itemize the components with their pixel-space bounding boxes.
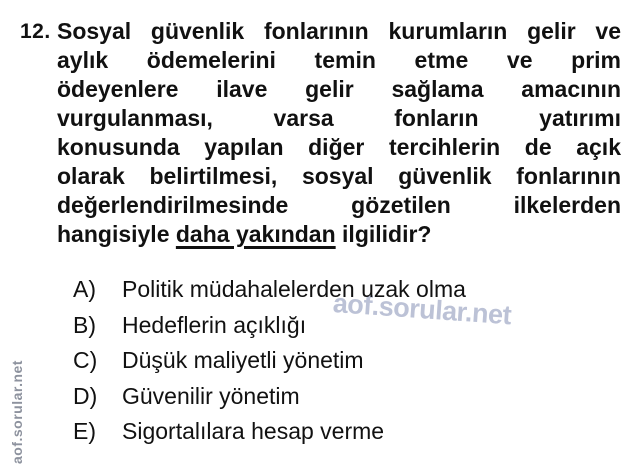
options-list bbox=[73, 272, 466, 450]
option-a-text: Politik müdahalelerden uzak olma bbox=[122, 276, 466, 302]
watermark-center: aof.sorular.net bbox=[331, 288, 513, 331]
option-b[interactable] bbox=[73, 308, 466, 344]
question-line-1: Sosyal güvenlik fonlarının kurumların gelir ve bbox=[57, 18, 621, 44]
option-a-letter: A) bbox=[73, 276, 96, 302]
option-c-letter: C) bbox=[73, 347, 98, 373]
option-e-letter: E) bbox=[73, 418, 96, 444]
question-line-5: konusunda yapılan diğer tercihlerin de açık bbox=[57, 134, 621, 160]
question-number: 12. bbox=[20, 20, 51, 43]
option-d[interactable] bbox=[73, 379, 466, 415]
question-line-2: aylık ödemelerini temin etme ve prim bbox=[57, 47, 621, 73]
option-a[interactable] bbox=[73, 272, 466, 308]
option-d-letter: D) bbox=[73, 382, 98, 409]
option-b-text: Hedeflerin açıklığı bbox=[122, 311, 307, 338]
option-d-text: Güvenilir yönetim bbox=[122, 382, 300, 409]
option-e-text: Sigortalılara hesap verme bbox=[122, 418, 385, 444]
watermark-left: aof.sorular.net bbox=[9, 360, 25, 464]
question-text bbox=[57, 17, 621, 249]
question-line-7: değerlendirilmesinde gözetilen ilkelerden bbox=[57, 192, 621, 218]
question-line-6: olarak belirtilmesi, sosyal güvenlik fonlarının bbox=[57, 163, 621, 189]
option-c-text: Düşük maliyetli yönetim bbox=[122, 347, 364, 373]
question-last-line-prefix: hangisiyle bbox=[57, 221, 176, 247]
question-line-3: ödeyenlere ilave gelir sağlama amacının bbox=[57, 76, 621, 102]
option-b-letter: B) bbox=[73, 311, 96, 338]
option-e[interactable] bbox=[73, 414, 466, 450]
question-last-line-suffix: ilgilidir? bbox=[335, 221, 432, 247]
question-line-4: vurgulanması, varsa fonların yatırımı bbox=[57, 105, 621, 131]
option-c[interactable] bbox=[73, 343, 466, 379]
question-last-line bbox=[57, 220, 621, 249]
question-underlined-phrase: daha yakından bbox=[175, 221, 336, 247]
